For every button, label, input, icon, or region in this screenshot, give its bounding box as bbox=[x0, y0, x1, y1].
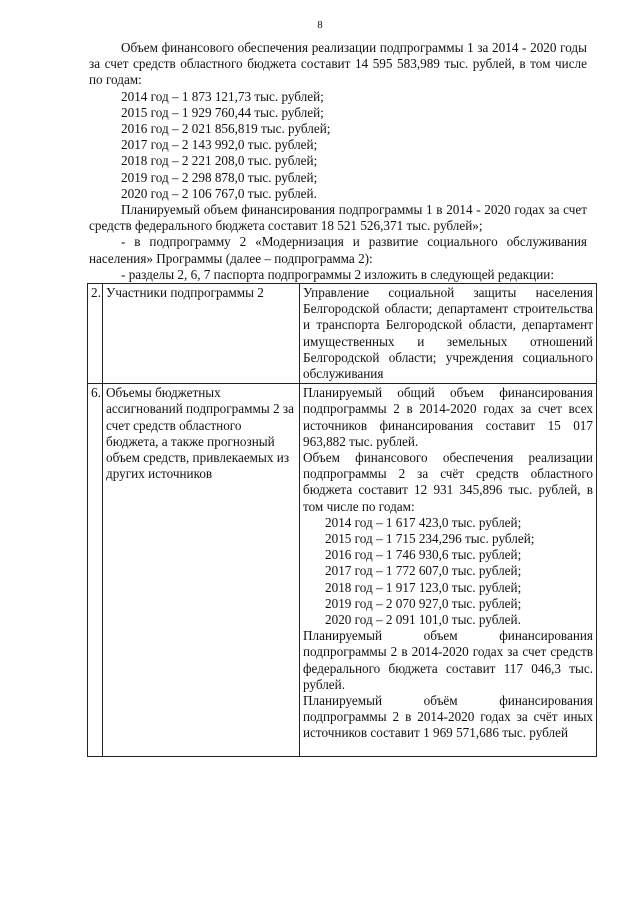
passport-table bbox=[87, 283, 597, 757]
content-paragraph-regional: Объем финансового обеспечения реализации подпрограммы 2 за счёт средств областного бюджета составит 12 931 345,896 тыс. рублей, в том числе по годам: bbox=[303, 450, 593, 514]
paragraph-regional-budget: Объем финансового обеспечения реализации подпрограммы 1 за 2014 - 2020 годы за счет средств областного бюджета составит 14 595 583,989 тыс. рублей, в том числе по годам: bbox=[89, 40, 587, 88]
row-number: 6. bbox=[88, 384, 103, 757]
row-label: Объемы бюджетных ассигнований подпрограммы 2 за счет средств областного бюджета, а также прогнозный объем средств, привлекаемых из других источников bbox=[103, 384, 300, 757]
paragraph-federal-budget: Планируемый объем финансирования подпрограммы 1 в 2014 - 2020 годах за счет средств федерального бюджета составит 18 521 526,371 тыс. рублей»; bbox=[89, 201, 587, 234]
year-line: 2017 год – 2 143 992,0 тыс. рублей; bbox=[121, 137, 318, 153]
year-line: 2018 год – 2 221 208,0 тыс. рублей; bbox=[121, 153, 318, 169]
year-line: 2015 год – 1 929 760,44 тыс. рублей; bbox=[121, 104, 324, 120]
content-paragraph-federal: Планируемый объем финансирования подпрограммы 2 в 2014-2020 годах за счет средств федерального бюджета составит 117 046,3 тыс. рублей. bbox=[303, 628, 593, 692]
row-content bbox=[300, 384, 597, 757]
year-line: 2015 год – 1 715 234,296 тыс. рублей; bbox=[325, 531, 535, 547]
year-line: 2014 год – 1 873 121,73 тыс. рублей; bbox=[121, 88, 324, 104]
document-body bbox=[89, 40, 587, 283]
paragraph-sections: - разделы 2, 6, 7 паспорта подпрограммы 2 изложить в следующей редакции: bbox=[121, 266, 554, 282]
year-line: 2019 год – 2 070 927,0 тыс. рублей; bbox=[325, 595, 522, 611]
row-content: Управление социальной защиты населения Белгородской области; департамент строительства и транспорта Белгородской области, департамент имущественных и земельных отношений Белгородской области; учреждения социального обслуживания bbox=[300, 284, 597, 384]
year-line: 2020 год – 2 091 101,0 тыс. рублей. bbox=[325, 611, 521, 627]
row-label: Участники подпрограммы 2 bbox=[103, 284, 300, 384]
year-line: 2016 год – 1 746 930,6 тыс. рублей; bbox=[325, 547, 522, 563]
table-row bbox=[88, 284, 597, 384]
year-line: 2016 год – 2 021 856,819 тыс. рублей; bbox=[121, 120, 331, 136]
paragraph-subprogram-2: - в подпрограмму 2 «Модернизация и развитие социального обслуживания населения» Программы (далее – подпрограмма 2): bbox=[89, 234, 587, 266]
content-paragraph-total: Планируемый общий объем финансирования подпрограммы 2 в 2014-2020 годах за счет всех источников финансирования составит 15 017 963,882 тыс. рублей. bbox=[303, 385, 593, 449]
year-list-subprogram-2 bbox=[303, 515, 593, 628]
table-row bbox=[88, 384, 597, 757]
year-line: 2018 год – 1 917 123,0 тыс. рублей; bbox=[325, 579, 522, 595]
year-list-subprogram-1 bbox=[89, 89, 587, 202]
page-number: 8 bbox=[317, 19, 323, 31]
year-line: 2020 год – 2 106 767,0 тыс. рублей. bbox=[121, 185, 317, 201]
year-line: 2017 год – 1 772 607,0 тыс. рублей; bbox=[325, 563, 522, 579]
row-number: 2. bbox=[88, 284, 103, 384]
year-line: 2019 год – 2 298 878,0 тыс. рублей; bbox=[121, 169, 318, 185]
content-paragraph-other: Планируемый объём финансирования подпрограммы 2 в 2014-2020 годах за счёт иных источников составит 1 969 571,686 тыс. рублей bbox=[303, 692, 593, 741]
year-line: 2014 год – 1 617 423,0 тыс. рублей; bbox=[325, 514, 522, 530]
